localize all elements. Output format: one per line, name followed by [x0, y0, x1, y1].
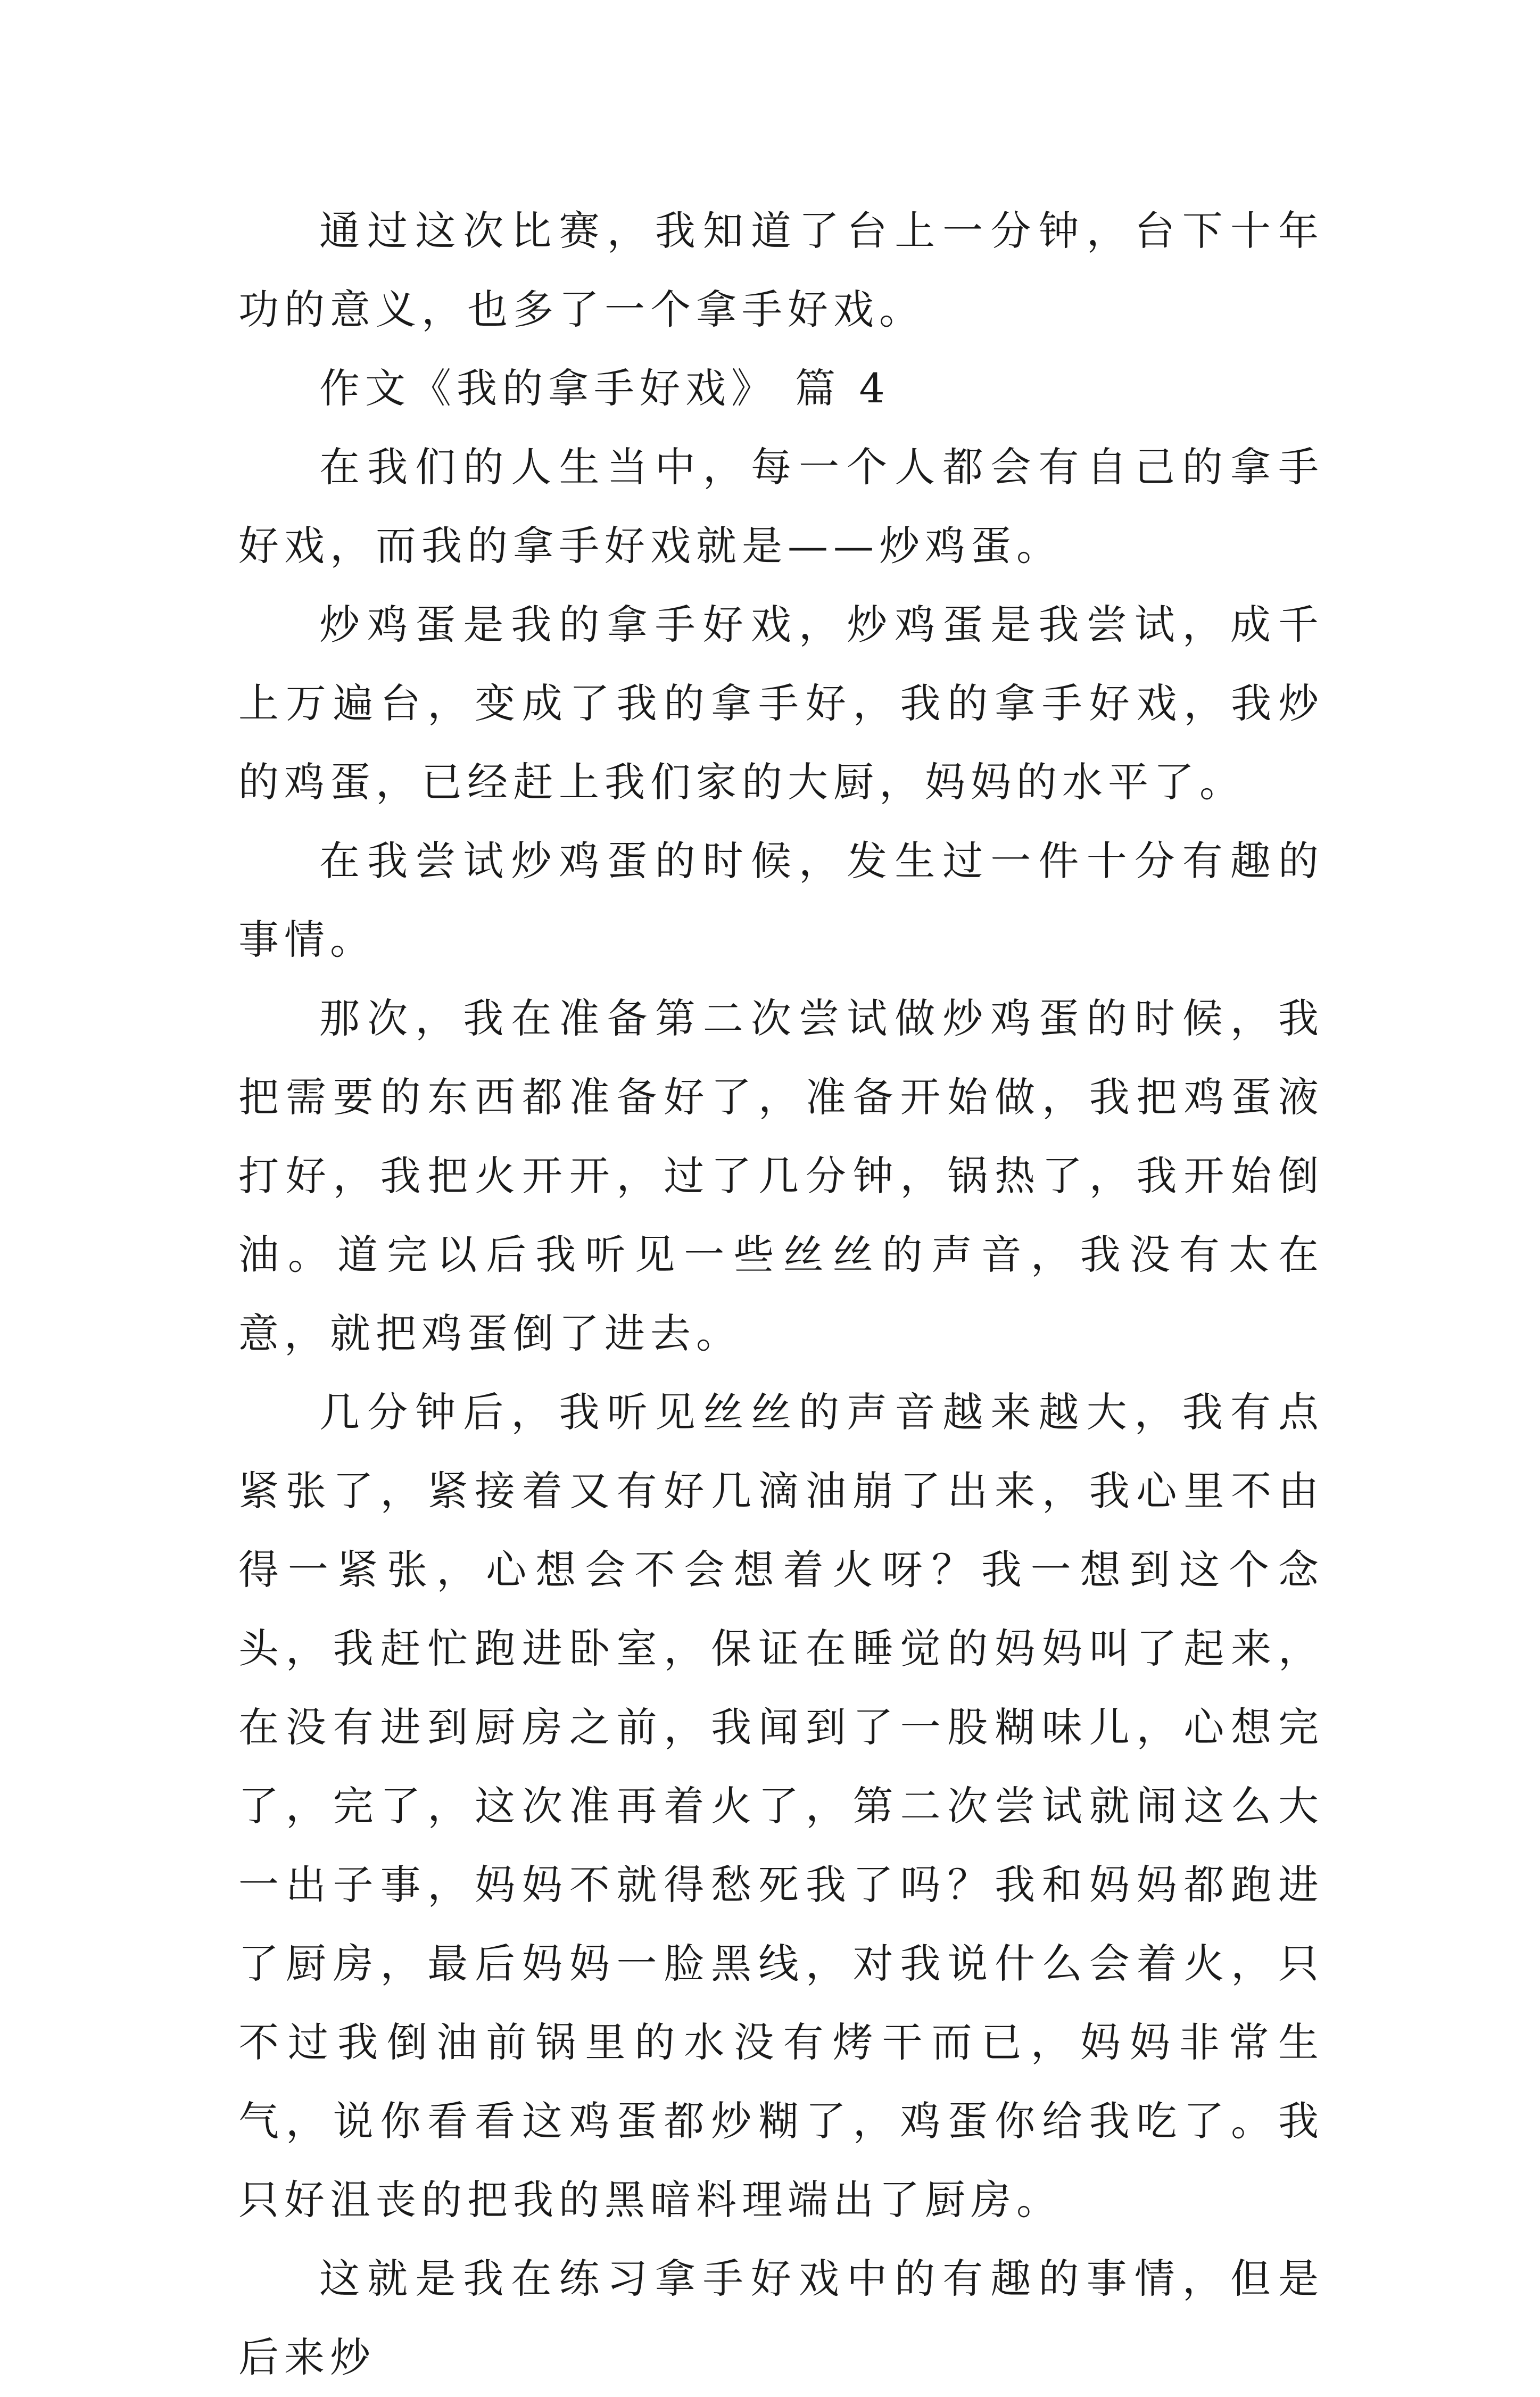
- paragraph: 这就是我在练习拿手好戏中的有趣的事情，但是后来炒: [238, 2255, 1324, 2381]
- paragraph: 在我们的人生当中，每一个人都会有自己的拿手好戏，而我的拿手好戏就是——炒鸡蛋。: [238, 443, 1324, 569]
- section-heading: 作文《我的拿手好戏》 篇 4: [319, 365, 890, 412]
- paragraph: 几分钟后，我听见丝丝的声音越来越大，我有点紧张了，紧接着又有好几滴油崩了出来，我心里不由得一紧张，心想会不会想着火呀？我一想到这个念头，我赶忙跑进卧室，保证在睡觉的妈妈叫了起来，在没有进到厨房之前，我闻到了一股糊味儿，心想完了，完了，这次准再着火了，第二次尝试就闹这么大一出子事，妈妈不就得愁死我了吗？我和妈妈都跑进了厨房，最后妈妈一脸黑线，对我说什么会着火，只不过我倒油前锅里的水没有烤干而已，妈妈非常生气，说你看看这鸡蛋都炒糊了，鸡蛋你给我吃了。我只好沮丧的把我的黑暗料理端出了厨房。: [238, 1388, 1324, 2224]
- paragraph: 炒鸡蛋是我的拿手好戏，炒鸡蛋是我尝试，成千上万遍台，变成了我的拿手好，我的拿手好戏，我炒的鸡蛋，已经赶上我们家的大厨，妈妈的水平了。: [238, 601, 1324, 806]
- paragraph: 在我尝试炒鸡蛋的时候，发生过一件十分有趣的事情。: [238, 837, 1324, 963]
- paragraph: 通过这次比赛，我知道了台上一分钟，台下十年功的意义，也多了一个拿手好戏。: [238, 207, 1324, 333]
- paragraph: 那次，我在准备第二次尝试做炒鸡蛋的时候，我把需要的东西都准备好了，准备开始做，我把鸡蛋液打好，我把火开开，过了几分钟，锅热了，我开始倒油。道完以后我听见一些丝丝的声音，我没有太在意，就把鸡蛋倒了进去。: [238, 995, 1324, 1357]
- document-body: [238, 192, 1324, 2397]
